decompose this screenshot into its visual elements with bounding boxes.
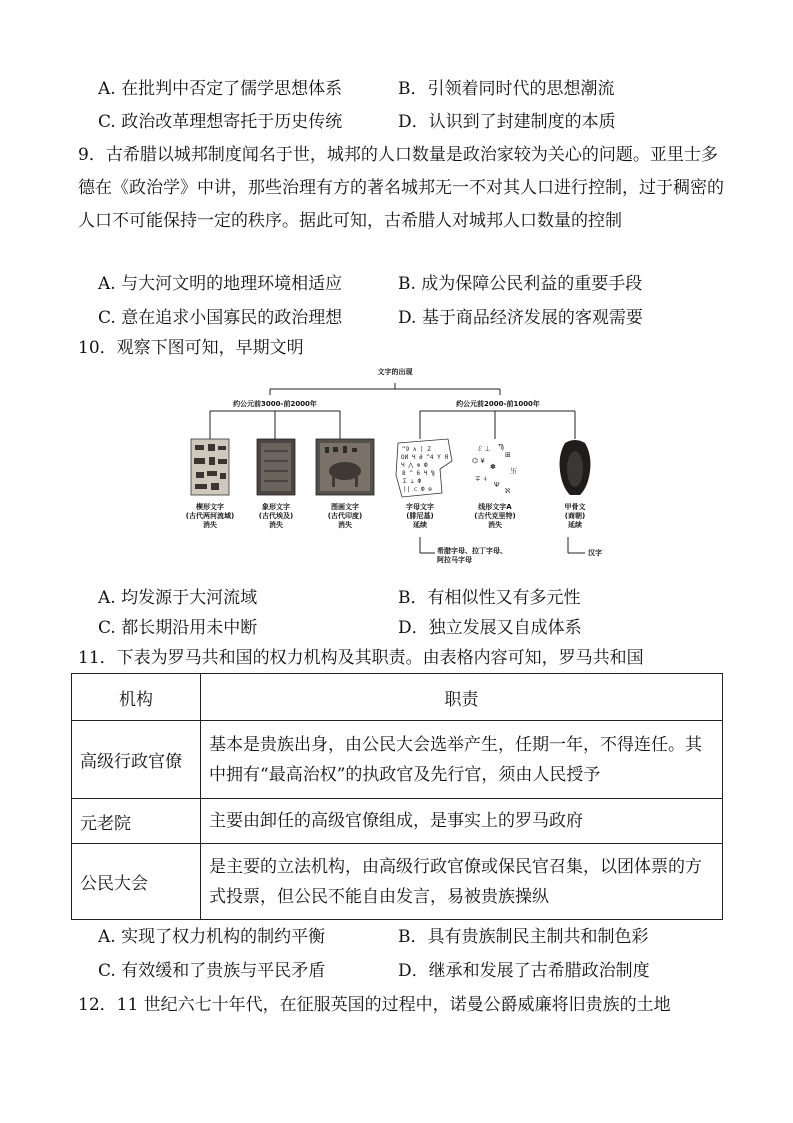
q12-stem: 12．11 世纪六七十年代，在征服英国的过程中，诺曼公爵威廉将旧贵族的土地 — [78, 995, 671, 1015]
roman-institutions-table — [71, 673, 723, 920]
q8-option-c: C. 政治改革理想寄托于历史传统 — [98, 112, 343, 132]
q10-option-d: D．独立发展又自成体系 — [398, 618, 582, 638]
diagram-period-2: 约公元前2000-前1000年 — [456, 400, 540, 408]
script-caption: 甲骨文 (商朝) 延续 — [564, 503, 586, 529]
script-caption: 线形文字A (古代克里特) 消失 — [474, 503, 516, 529]
diagram-period-1: 约公元前3000-前2000年 — [233, 400, 317, 408]
table-cell-org: 元老院 — [72, 799, 201, 844]
phoenician-inscription-image — [396, 439, 452, 497]
q10-option-c: C. 都长期沿用未中断 — [98, 618, 258, 638]
svg-text:⌬ ¥: ⌬ ¥ — [472, 457, 485, 465]
q9-stem: 9．古希腊以城邦制度闻名于世，城邦的人口数量是政治家较为关心的问题。亚里士多德在《政治学》中讲，那些治理有方的著名城邦无一不对其人口进行控制，过于稠密的人口不可能保持一定的秩序。据此可知，古希腊人对城邦人口数量的控制 — [78, 145, 724, 231]
q11-option-d: D．继承和发展了古希腊政治制度 — [398, 961, 650, 981]
table-row — [72, 844, 723, 920]
q10-option-b: B．有相似性又有多元性 — [398, 588, 581, 608]
svg-text:∓ ⍭: ∓ ⍭ — [475, 475, 488, 483]
oracle-bone-image — [560, 440, 591, 495]
table-cell-org: 公民大会 — [72, 844, 201, 920]
table-cell-duty: 主要由卸任的高级官僚组成，是事实上的罗马政府 — [201, 799, 723, 844]
diagram-descendant-hanzi: 汉字 — [588, 549, 602, 557]
svg-text:|| ⊂ Ф ⊕: || ⊂ Ф ⊕ — [403, 486, 432, 493]
script-caption: 字母文字 (腓尼基) 延续 — [406, 503, 434, 529]
svg-text:✽: ✽ — [490, 463, 496, 471]
svg-text:ℵ: ℵ — [505, 487, 511, 495]
q10-stem: 10．观察下图可知，早期文明 — [78, 338, 304, 358]
table-header-duty: 职责 — [201, 674, 723, 721]
q9-option-b: B. 成为保障公民利益的重要手段 — [398, 274, 643, 294]
script-caption: 象形文字 (古代埃及) 消失 — [258, 503, 294, 529]
svg-text:Ч ⋀ ⊗ Ф: Ч ⋀ ⊗ Ф — [401, 462, 428, 469]
q8-option-a: A. 在批判中否定了儒学思想体系 — [98, 79, 343, 99]
q8-option-d: D．认识到了封建制度的本质 — [398, 112, 616, 132]
script-caption: 图画文字 (古代印度) 消失 — [327, 503, 363, 529]
q8-option-b: B．引领着同时代的思想潮流 — [398, 79, 615, 99]
egyptian-hieroglyph-image — [257, 439, 295, 495]
table-row — [72, 799, 723, 844]
svg-text:⊞: ⊞ — [505, 451, 511, 459]
cuneiform-tablet-image — [191, 439, 229, 495]
svg-text:ℰ ⊥: ℰ ⊥ — [478, 445, 491, 453]
q9-option-a: A. 与大河文明的地理环境相适应 — [98, 274, 343, 294]
svg-text:Σ ⊥ Ф: Σ ⊥ Ф — [403, 478, 422, 485]
diagram-title: 文字的出现 — [377, 368, 413, 376]
q11-option-a: A. 实现了权力机构的制约平衡 — [98, 927, 326, 947]
table-header-org: 机构 — [72, 674, 201, 721]
q11-option-c: C. 有效缓和了贵族与平民矛盾 — [98, 961, 326, 981]
q10-option-a: A. 均发源于大河流域 — [98, 588, 258, 608]
linear-a-disc-image — [471, 443, 519, 495]
svg-text:^9 ∧ | Z: ^9 ∧ | Z — [402, 446, 431, 453]
table-header-row — [72, 674, 723, 721]
svg-text:Ψ: Ψ — [494, 481, 500, 489]
diagram-descendant-alphabets: 希腊字母、拉丁字母、阿拉马字母 — [437, 547, 507, 564]
svg-text:ОИ Ч Ә ^4 Y Я: ОИ Ч Ә ^4 Y Я — [401, 454, 448, 461]
svg-text:Ϡ: Ϡ — [498, 443, 505, 451]
indus-seal-image — [316, 439, 374, 495]
q11-option-b: B．具有贵族制民主制共和制色彩 — [398, 927, 649, 947]
q9-option-c: C. 意在追求小国寡民的政治理想 — [98, 308, 343, 328]
q11-stem: 11．下表为罗马共和国的权力机构及其职责。由表格内容可知，罗马共和国 — [78, 648, 644, 668]
svg-text:卐: 卐 — [510, 467, 517, 475]
table-cell-org: 高级行政官僚 — [72, 721, 201, 799]
script-caption: 楔形文字 (古代两河流域) 消失 — [185, 503, 235, 529]
diagram-lines — [180, 365, 610, 580]
svg-text:8 ^ 6 Ч Ϡ: 8 ^ 6 Ч Ϡ — [402, 470, 435, 477]
writing-origins-diagram — [180, 365, 610, 580]
table-row — [72, 721, 723, 799]
table-cell-duty: 是主要的立法机构，由高级行政官僚或保民官召集，以团体票的方式投票，但公民不能自由发言，易被贵族操纵 — [201, 844, 723, 920]
table-cell-duty: 基本是贵族出身，由公民大会选举产生，任期一年，不得连任。其中拥有“最高治权”的执政官及先行官，须由人民授予 — [201, 721, 723, 799]
q9-option-d: D. 基于商品经济发展的客观需要 — [398, 308, 643, 328]
